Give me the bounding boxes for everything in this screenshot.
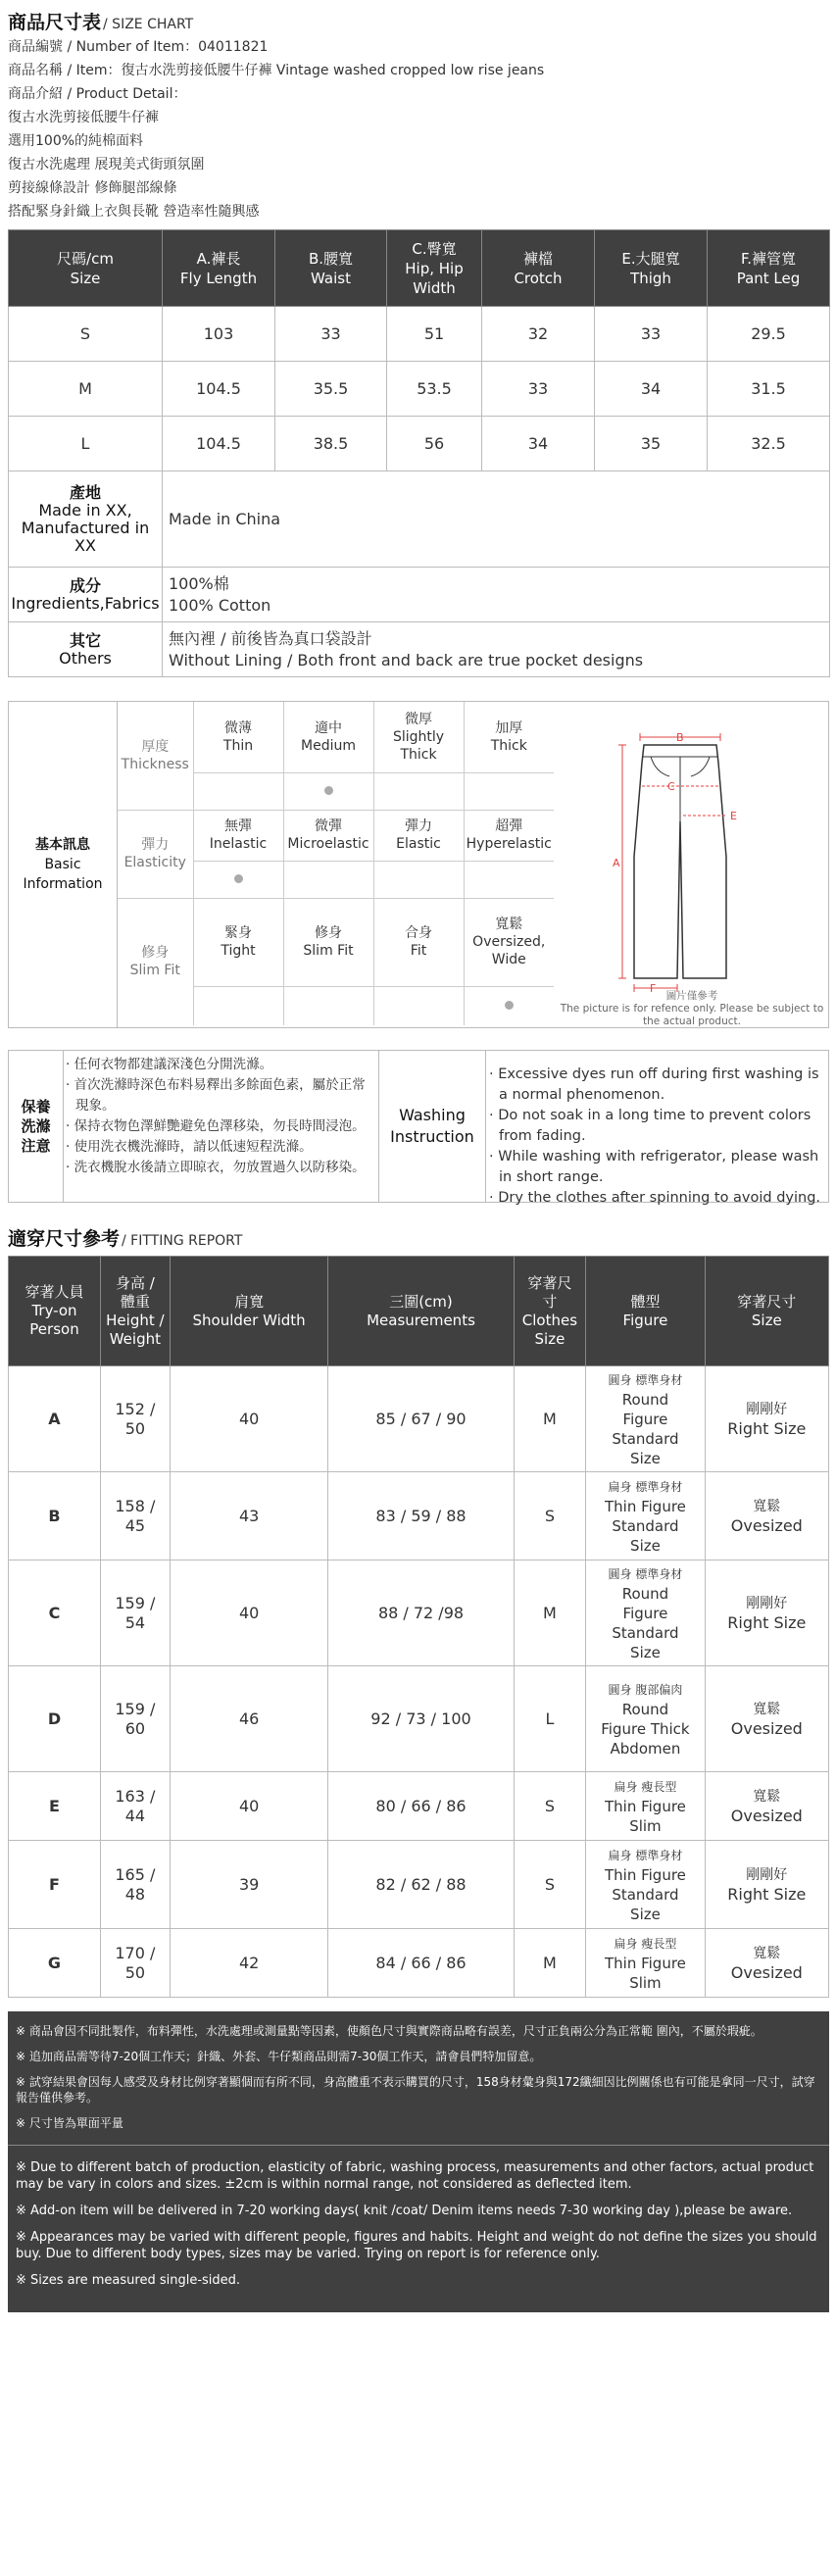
col-header: F.褲管寬 Pant Leg [708,230,830,307]
table-row [9,1841,829,1929]
list-item: · 保持衣物色澤鮮艷避免色澤移染，勿長時間浸泡。 [66,1118,366,1134]
info-line: 復古水洗處理 展現美式街頭氛圍 [8,157,205,173]
col-header: B.腰寬 Waist [275,230,387,307]
measurements-cell: 83 / 59 / 88 [328,1472,514,1560]
height-weight-cell: 159 / 60 [101,1666,171,1772]
option-mark [193,772,283,810]
notes-panel [8,2011,829,2312]
fitting-header [9,1257,829,1366]
washing-label-zh: 保養洗滌注意 [9,1051,64,1202]
size-chart-title-zh: 商品尺寸表 [8,12,102,33]
value-cell: 34 [482,417,595,471]
fitting-title-zh: 適穿尺寸參考 [8,1228,121,1250]
person-cell: C [9,1560,101,1666]
list-item: · Do not soak in a long time to prevent colors from fading. [489,1108,811,1144]
basic-info-section [8,701,829,1028]
measurements-cell: 82 / 62 / 88 [328,1841,514,1929]
shoulder-cell: 46 [170,1666,328,1772]
height-weight-cell: 152 / 50 [101,1366,171,1472]
thickness-row [118,702,554,772]
selected-dot [324,786,333,795]
value-cell: 35 [595,417,708,471]
fit-result-cell: 寬鬆 Ovesized [705,1772,828,1841]
size-cell: M [9,362,163,417]
col-header: 體型 Figure [586,1257,705,1366]
thickness-label: 厚度 Thickness [118,702,193,810]
note-item: ※ 尺寸皆為單面平量 [16,2116,123,2130]
option-mark [464,772,554,810]
shoulder-cell: 39 [170,1841,328,1929]
clothes-size-cell: S [514,1472,586,1560]
table-row [9,362,830,417]
note-item: ※ Due to different batch of production, elasticity of fabric, washing process, measurements and other factors, actual product may be vary in colors and sizes. ±2cm is within normal range, not considered as deflected item. [16,2160,814,2192]
info-line: 復古水洗剪接低腰牛仔褲 [8,110,159,125]
figure-cell: 扁身 標準身材 Thin Figure Standard Size [586,1472,705,1560]
measurements-cell: 88 / 72 /98 [328,1560,514,1666]
value-cell: 33 [482,362,595,417]
size-chart-page [8,0,829,2312]
shoulder-cell: 40 [170,1772,328,1841]
measurements-cell: 92 / 73 / 100 [328,1666,514,1772]
selected-dot [505,1001,514,1010]
pants-diagram [554,702,830,1027]
clothes-size-cell: S [514,1772,586,1841]
col-header: 三圍(cm) Measurements [328,1257,514,1366]
shoulder-cell: 43 [170,1472,328,1560]
col-header: 褲檔 Crotch [482,230,595,307]
attribute-grid [118,702,554,1025]
option-mark [193,861,283,898]
col-header: 肩寬 Shoulder Width [170,1257,328,1366]
value-cell: 29.5 [708,307,830,362]
option-mark [283,861,373,898]
washing-section [8,1050,829,1206]
option-mark [193,986,283,1025]
col-header: A.褲長 Fly Length [163,230,275,307]
list-item: · Excessive dyes run off during first washing is a normal phenomenon. [489,1066,819,1103]
elasticity-label: 彈力 Elasticity [118,810,193,898]
col-header: 穿著尺寸 Size [705,1257,828,1366]
option-label: 微薄 Thin [193,702,283,772]
origin-row [9,471,830,568]
product-info [8,35,829,223]
dim-letter-e: E [730,810,737,822]
shoulder-cell: 42 [170,1929,328,1998]
list-item: · 任何衣物都建議深淺色分開洗滌。 [66,1057,273,1072]
option-mark [283,986,373,1025]
shoulder-cell: 40 [170,1366,328,1472]
option-label: 寬鬆 Oversized, Wide [464,898,554,986]
person-cell: D [9,1666,101,1772]
value-cell: 51 [387,307,482,362]
measurements-cell: 85 / 67 / 90 [328,1366,514,1472]
value-cell: 33 [275,307,387,362]
option-label: 超彈 Hyperelastic [464,810,554,861]
list-item: · Dry the clothes after spinning to avoid dying. [489,1190,821,1206]
list-item: · 洗衣機脫水後請立即晾衣，勿放置過久以防移染。 [66,1160,366,1175]
selected-dot [234,874,243,883]
pants-outline-icon [554,702,830,1027]
value-cell: 38.5 [275,417,387,471]
dim-letter-a: A [613,857,620,869]
option-mark [373,772,464,810]
size-cell: L [9,417,163,471]
figure-cell: 圓身 腹部偏肉 Round Figure Thick Abdomen [586,1666,705,1772]
table-row [9,1666,829,1772]
note-item: ※ Appearances may be varied with different people, figures and habits. Height and weight do not define the sizes you should buy. Due to different body types, sizes may be varied. Trying on report is for reference only. [16,2230,817,2261]
elasticity-row [118,810,554,861]
option-label: 合身 Fit [373,898,464,986]
slimfit-row [118,898,554,986]
info-line: 商品介紹 / Product Detail： [8,86,187,102]
value-cell: 35.5 [275,362,387,417]
note-item: ※ Add-on item will be delivered in 7-20 working days( knit /coat/ Denim items needs 7-30 working day ),please be aware. [16,2204,793,2218]
option-mark [464,861,554,898]
slimfit-label: 修身 Slim Fit [118,898,193,1025]
info-line: 商品編號 / Number of Item：04011821 [8,39,269,55]
person-cell: E [9,1772,101,1841]
person-cell: G [9,1929,101,1998]
info-line: 剪接線條設計 修飾腿部線條 [8,180,177,196]
col-header: E.大腿寬 Thigh [595,230,708,307]
washing-list-en [489,1065,827,1209]
notes-zh [16,2011,821,2145]
option-label: 彈力 Elastic [373,810,464,861]
option-label: 加厚 Thick [464,702,554,772]
fit-result-cell: 剛剛好 Right Size [705,1366,828,1472]
col-header: 穿著人員 Try-on Person [9,1257,101,1366]
fabric-label: 成分 Ingredients,Fabrics [9,568,163,622]
col-header: 尺碼/cm Size [9,230,163,307]
person-cell: B [9,1472,101,1560]
size-chart-title-en: / SIZE CHART [103,17,194,32]
fabric-row [9,568,830,622]
figure-cell: 扁身 瘦長型 Thin Figure Slim [586,1929,705,1998]
option-mark [464,986,554,1025]
dim-letter-f: F [650,982,657,995]
fit-result-cell: 寬鬆 Ovesized [705,1472,828,1560]
value-cell: 31.5 [708,362,830,417]
diagram-caption: 圖片僅參考 The picture is for refence only. Please be subject to the actual product. [560,990,824,1027]
option-label: 緊身 Tight [193,898,283,986]
others-label: 其它 Others [9,622,163,677]
option-label: 適中 Medium [283,702,373,772]
value-cell: 104.5 [163,362,275,417]
origin-value: Made in China [163,471,830,568]
size-table-header [9,230,830,307]
table-row [9,1929,829,1998]
table-row [9,307,830,362]
person-cell: A [9,1366,101,1472]
dim-letter-c: C [667,780,675,793]
table-row [9,1560,829,1666]
fitting-title-en: / FITTING REPORT [122,1233,243,1249]
person-cell: F [9,1841,101,1929]
height-weight-cell: 165 / 48 [101,1841,171,1929]
table-row [9,1772,829,1841]
size-table [8,229,830,677]
size-chart-title [8,8,829,35]
origin-label: 產地 Made in XX, Manufactured in XX [9,471,163,568]
list-item: · 首次洗滌時深色布料易釋出多餘面色素，屬於正常現象。 [66,1077,366,1114]
fit-result-cell: 剛剛好 Right Size [705,1841,828,1929]
option-mark [373,986,464,1025]
value-cell: 53.5 [387,362,482,417]
height-weight-cell: 170 / 50 [101,1929,171,1998]
option-label: 修身 Slim Fit [283,898,373,986]
col-header: 穿著尺寸 Clothes Size [514,1257,586,1366]
value-cell: 32 [482,307,595,362]
table-row [9,1366,829,1472]
value-cell: 34 [595,362,708,417]
clothes-size-cell: S [514,1841,586,1929]
shoulder-cell: 40 [170,1560,328,1666]
others-value: 無內裡 / 前後皆為真口袋設計 Without Lining / Both front and back are true pocket designs [163,622,830,677]
washing-list-zh [66,1055,371,1178]
fit-result-cell: 寬鬆 Ovesized [705,1666,828,1772]
value-cell: 33 [595,307,708,362]
table-row [9,417,830,471]
option-label: 微彈 Microelastic [283,810,373,861]
clothes-size-cell: L [514,1666,586,1772]
note-item: ※ 商品會因不同批製作，布料彈性，水洗處理或測量點等因素，使顏色尺寸與實際商品略有誤差，尺寸正負兩公分為正常範 圍內，不屬於瑕疵。 [16,2024,762,2038]
option-label: 微厚 Slightly Thick [373,702,464,772]
clothes-size-cell: M [514,1366,586,1472]
basic-info-label: 基本訊息 Basic Information [9,702,118,1027]
height-weight-cell: 159 / 54 [101,1560,171,1666]
value-cell: 104.5 [163,417,275,471]
list-item: · 使用洗衣機洗滌時，請以低速短程洗滌。 [66,1139,313,1155]
figure-cell: 扁身 瘦長型 Thin Figure Slim [586,1772,705,1841]
fitting-table [8,1256,829,1998]
clothes-size-cell: M [514,1560,586,1666]
option-mark [373,861,464,898]
value-cell: 56 [387,417,482,471]
info-line: 搭配緊身針織上衣與長靴 營造率性隨興感 [8,204,260,220]
height-weight-cell: 163 / 44 [101,1772,171,1841]
col-header: 身高 / 體重 Height / Weight [101,1257,171,1366]
list-item: · While washing with refrigerator, please wash in short range. [489,1149,819,1185]
fit-result-cell: 剛剛好 Right Size [705,1560,828,1666]
height-weight-cell: 158 / 45 [101,1472,171,1560]
value-cell: 103 [163,307,275,362]
others-row [9,622,830,677]
figure-cell: 圓身 標準身材 Round Figure Standard Size [586,1560,705,1666]
info-line: 選用100%的純棉面料 [8,133,144,149]
size-cell: S [9,307,163,362]
note-item: ※ 試穿結果會因每人感受及身材比例穿著顯個而有所不同，身高體重不表示購買的尺寸，158身材彙身與172纖細因比例關係也有可能是拿同一尺寸，試穿報告僅供參考。 [16,2075,815,2105]
measurements-cell: 80 / 66 / 86 [328,1772,514,1841]
fabric-value: 100%棉 100% Cotton [163,568,830,622]
notes-en [16,2146,821,2312]
note-item: ※ Sizes are measured single-sided. [16,2273,241,2288]
dim-letter-b: B [676,731,684,744]
figure-cell: 扁身 標準身材 Thin Figure Standard Size [586,1841,705,1929]
note-item: ※ 追加商品需等待7-20個工作天；針織、外套、牛仔類商品則需7-30個工作天，請會員們特加留意。 [16,2050,542,2063]
clothes-size-cell: M [514,1929,586,1998]
value-cell: 32.5 [708,417,830,471]
washing-title-en: Washing Instruction [378,1051,486,1202]
info-line: 商品名稱 / Item：復古水洗剪接低腰牛仔褲 Vintage washed cropped low rise jeans [8,63,545,78]
fitting-title [8,1224,829,1252]
col-header: C.臀寬 Hip, Hip Width [387,230,482,307]
figure-cell: 圓身 標準身材 Round Figure Standard Size [586,1366,705,1472]
fit-result-cell: 寬鬆 Ovesized [705,1929,828,1998]
table-row [9,1472,829,1560]
option-label: 無彈 Inelastic [193,810,283,861]
measurements-cell: 84 / 66 / 86 [328,1929,514,1998]
option-mark [283,772,373,810]
